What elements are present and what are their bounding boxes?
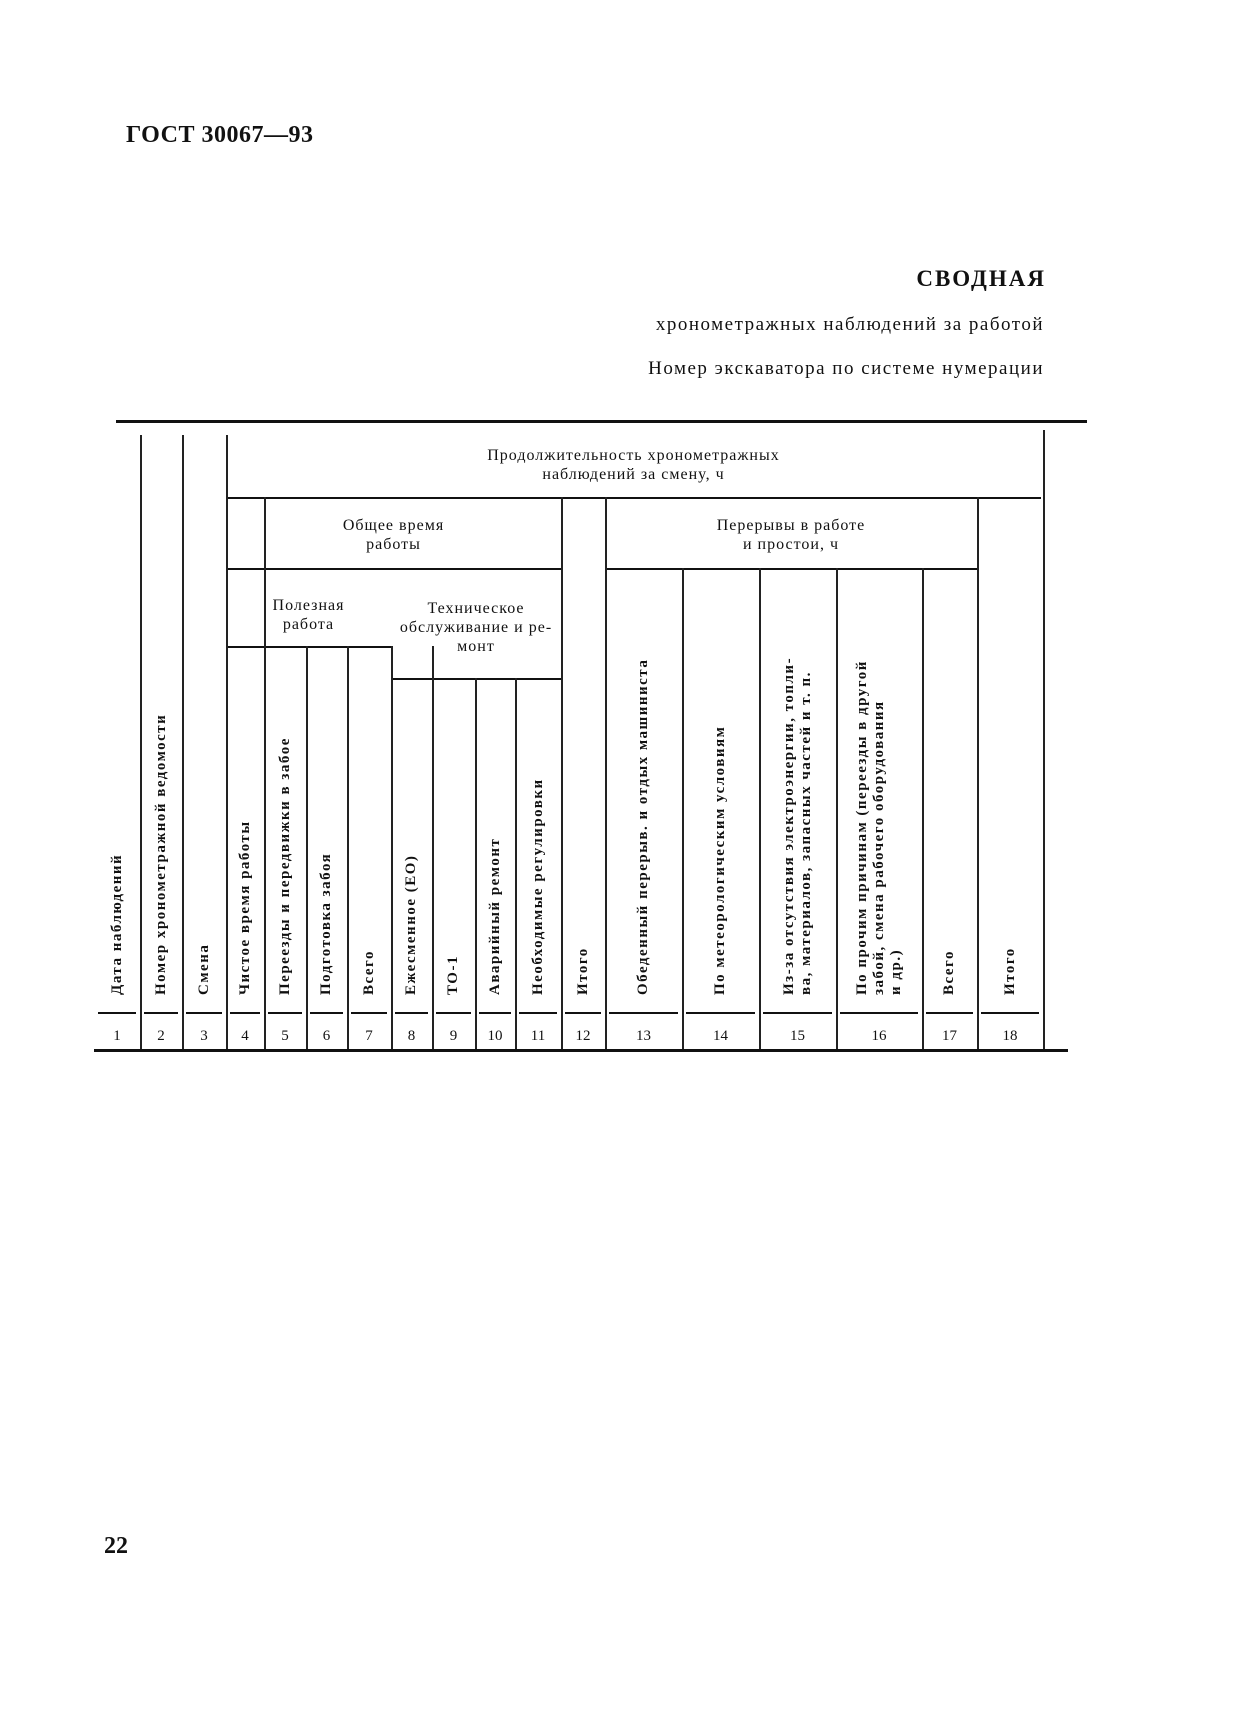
column-header — [264, 640, 306, 995]
form-subtitle-line: Номер экскаватора по системе нумерации — [648, 358, 1044, 379]
column-header — [432, 880, 475, 995]
column-header-label: Обеденный перерыв. и отдых машиниста — [635, 658, 651, 995]
column-rule — [515, 678, 517, 1049]
column-number: 6 — [322, 1028, 331, 1044]
column-header — [475, 800, 515, 995]
column-number: 13 — [636, 1028, 651, 1044]
column-rule — [306, 646, 308, 1049]
column-rule — [226, 435, 228, 1049]
column-separator — [268, 1012, 302, 1014]
column-header — [182, 880, 226, 995]
column-rule — [432, 646, 434, 1049]
column-header-label: Итого — [1001, 947, 1018, 995]
column-header — [306, 790, 347, 995]
column-header-label: По прочим причинам (переезды в другой забой, смена рабочего оборудования и др.) — [853, 660, 904, 995]
column-header — [561, 880, 605, 995]
column-header-label: По метеорологическим условиям — [712, 725, 728, 995]
column-header-label: Ежесменное (ЕО) — [403, 854, 419, 995]
column-rule — [605, 497, 607, 1049]
column-header-label: ТО-1 — [445, 955, 461, 995]
column-rule — [561, 497, 563, 1049]
column-number: 9 — [449, 1028, 458, 1044]
form-title: СВОДНАЯ — [916, 266, 1046, 291]
column-header-label: Из-за отсутствия электроэнергии, топли- ва, материалов, запасных частей и т. п. — [780, 656, 814, 995]
column-header-label: Дата наблюдений — [108, 853, 125, 995]
header-maintenance: Техническое обслуживание и ре- монт — [399, 600, 553, 655]
column-separator — [144, 1012, 178, 1014]
column-separator — [395, 1012, 428, 1014]
column-separator — [436, 1012, 471, 1014]
column-header-label: Номер хронометражной ведомости — [152, 713, 169, 995]
column-header-label: Переезды и передвижки в забое — [276, 737, 293, 995]
column-separator — [565, 1012, 601, 1014]
column-number: 10 — [487, 1028, 503, 1044]
column-number: 14 — [713, 1028, 728, 1044]
column-number: 15 — [790, 1028, 805, 1044]
column-separator — [926, 1012, 973, 1014]
column-number: 1 — [113, 1028, 121, 1044]
column-rule — [264, 497, 266, 1049]
column-header-label: Чистое время работы — [236, 820, 253, 995]
column-header — [759, 575, 836, 995]
column-header — [682, 575, 759, 995]
divider — [226, 646, 391, 648]
column-rule — [1043, 430, 1045, 1049]
column-rule — [759, 568, 761, 1049]
table-top-rule — [116, 420, 1087, 423]
form-subtitle-line: хронометражных наблюдений за работой — [655, 314, 1044, 335]
column-number: 16 — [871, 1028, 887, 1044]
column-header — [140, 600, 182, 995]
column-number: 3 — [200, 1028, 208, 1044]
header-breaks: Перерывы в работе и простои, ч — [716, 517, 866, 553]
column-number: 18 — [1002, 1028, 1018, 1044]
column-separator — [186, 1012, 222, 1014]
column-header — [977, 880, 1043, 995]
column-header-label: Итого — [574, 947, 591, 995]
column-separator — [310, 1012, 343, 1014]
header-useful-work: Полезная работа — [272, 597, 345, 633]
header-duration: Продолжительность хронометражных наблюдений за смену, ч — [487, 447, 780, 483]
column-number: 4 — [241, 1028, 249, 1044]
divider — [226, 568, 561, 570]
column-header-label: Необходимые регулировки — [529, 778, 546, 995]
column-rule — [977, 497, 979, 1049]
column-number: 5 — [281, 1028, 289, 1044]
column-rule — [182, 435, 184, 1049]
column-separator — [479, 1012, 511, 1014]
column-header — [515, 700, 561, 995]
column-number: 17 — [942, 1028, 957, 1044]
column-rule — [347, 646, 349, 1049]
column-rule — [836, 568, 838, 1049]
column-separator — [981, 1012, 1039, 1014]
column-header — [94, 740, 140, 995]
column-number: 2 — [157, 1028, 165, 1044]
column-header-label: Подготовка забоя — [318, 852, 334, 995]
column-header — [836, 575, 922, 995]
table-bottom-rule — [94, 1049, 1068, 1052]
column-separator — [98, 1012, 136, 1014]
column-number: 7 — [365, 1028, 373, 1044]
column-number: 8 — [407, 1028, 416, 1044]
column-header-label: Аварийный ремонт — [486, 837, 503, 995]
column-rule — [391, 646, 393, 1049]
column-header — [226, 720, 264, 995]
column-header — [347, 900, 391, 995]
column-separator — [763, 1012, 832, 1014]
header-total-work: Общее время работы — [342, 517, 445, 553]
column-separator — [686, 1012, 755, 1014]
page-number: 22 — [104, 1533, 128, 1559]
column-number: 11 — [530, 1028, 546, 1044]
column-separator — [609, 1012, 678, 1014]
column-header-label: Всего — [360, 950, 377, 995]
divider — [226, 497, 1041, 499]
column-rule — [922, 568, 924, 1049]
column-separator — [519, 1012, 557, 1014]
column-separator — [840, 1012, 918, 1014]
column-separator — [230, 1012, 260, 1014]
column-rule — [475, 678, 477, 1049]
column-rule — [682, 568, 684, 1049]
column-header — [922, 880, 977, 995]
column-number: 12 — [575, 1028, 591, 1044]
column-header-label: Смена — [195, 943, 212, 995]
column-header — [391, 790, 432, 995]
column-header — [605, 575, 682, 995]
document-code: ГОСТ 30067—93 — [126, 122, 314, 148]
column-separator — [351, 1012, 387, 1014]
column-rule — [140, 435, 142, 1049]
column-header-label: Всего — [941, 950, 957, 995]
